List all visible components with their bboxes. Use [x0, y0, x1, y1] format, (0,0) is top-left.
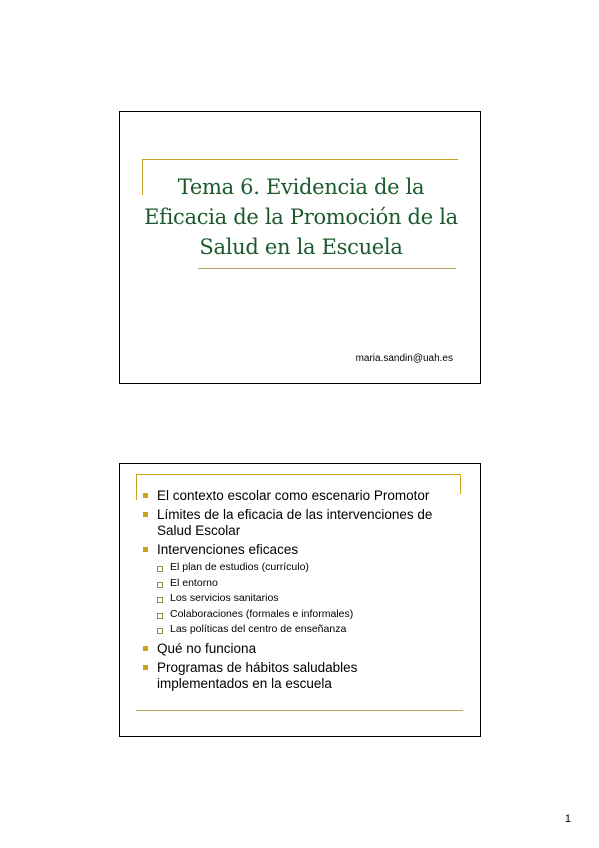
hollow-square-bullet-icon	[157, 628, 163, 634]
square-bullet-icon	[143, 665, 148, 670]
outline-subitem	[157, 607, 452, 623]
title-line: Tema 6. Evidencia de la	[177, 175, 425, 199]
outline-item	[142, 488, 452, 504]
outline-subitem	[157, 560, 452, 576]
outline-item-label: Programas de hábitos saludables implementados en la escuela	[157, 659, 358, 691]
slide-title	[140, 172, 462, 262]
outline-subitem-label: El entorno	[170, 576, 218, 589]
outline-sublist	[157, 560, 452, 638]
outline-subitem	[157, 591, 452, 607]
hollow-square-bullet-icon	[157, 613, 163, 619]
outline-item	[142, 507, 452, 539]
outline-item-label: Límites de la eficacia de las intervenciones de Salud Escolar	[157, 507, 433, 538]
outline-subitem-label: Las políticas del centro de enseñanza	[170, 623, 347, 636]
outline-item	[142, 542, 452, 638]
outline-subitem	[157, 622, 452, 638]
outline-item-label: Intervenciones eficaces	[157, 542, 299, 557]
hollow-square-bullet-icon	[157, 566, 163, 572]
hollow-square-bullet-icon	[157, 582, 163, 588]
square-bullet-icon	[143, 512, 148, 517]
square-bullet-icon	[143, 547, 148, 552]
decorative-line-left	[136, 474, 137, 500]
outline-slide	[119, 463, 481, 737]
outline-item	[142, 641, 452, 657]
title-slide	[119, 111, 481, 384]
author-email: maria.sandin@uah.es	[355, 353, 453, 364]
title-line: Salud en la Escuela	[199, 235, 403, 259]
page-number: 1	[564, 813, 571, 825]
outline-list	[142, 488, 452, 695]
outline-item-label: Qué no funciona	[157, 640, 257, 656]
outline-subitem	[157, 576, 452, 592]
outline-subitem-label: El plan de estudios (currículo)	[170, 561, 309, 573]
outline-item	[142, 660, 452, 692]
square-bullet-icon	[143, 493, 148, 498]
outline-item-label: El contexto escolar como escenario Promotor	[157, 488, 430, 503]
decorative-line-right	[460, 474, 461, 494]
decorative-line-bottom	[198, 268, 456, 269]
decorative-line-bottom	[136, 710, 463, 711]
outline-subitem-label: Los servicios sanitarios	[170, 592, 279, 605]
decorative-line-top	[142, 159, 458, 160]
outline-subitem-label: Colaboraciones (formales e informales)	[170, 607, 354, 620]
title-line: Eficacia de la Promoción de la	[144, 205, 458, 229]
decorative-line-top	[136, 474, 461, 475]
square-bullet-icon	[143, 646, 148, 651]
hollow-square-bullet-icon	[157, 597, 163, 603]
